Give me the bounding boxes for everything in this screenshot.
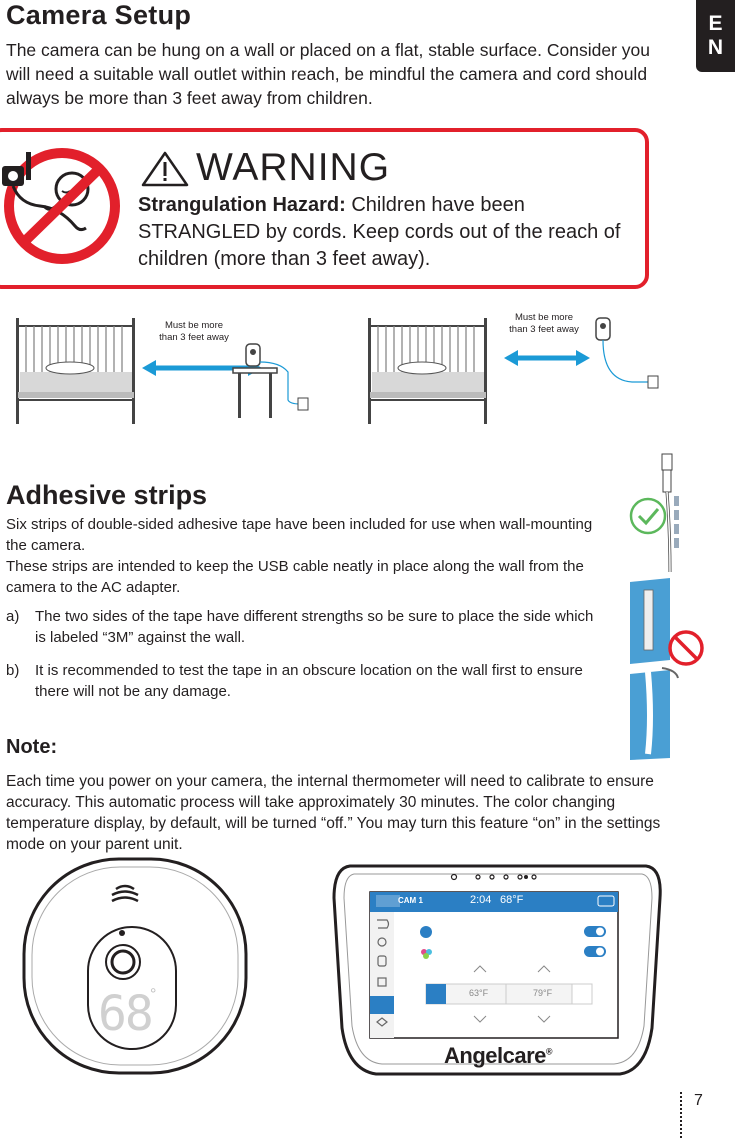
intro-paragraph: The camera can be hung on a wall or placed on a flat, stable surface. Consider you will need a suitable wall outlet within reach, be mindful the camera and cord should always be more than 3 feet away from children. [6, 40, 650, 108]
distance-label-right-line2: than 3 feet away [509, 324, 579, 335]
language-tab [696, 0, 735, 72]
note-text: Each time you power on your camera, the internal thermometer will need to calibrate to ensure accuracy. This automatic process will take approximately 30 minutes. The color changing temperature display, by default, will be turned “off.” You may turn this feature “on” in the settings mode on your parent unit. [6, 773, 661, 853]
hazard-label: Strangulation Hazard: [138, 194, 346, 216]
page-divider [680, 1092, 682, 1138]
distance-label-left-line2: than 3 feet away [159, 332, 229, 343]
list-item [6, 660, 595, 702]
adhesive-body [6, 514, 596, 598]
check-icon [628, 496, 668, 536]
camera-front-illustration [20, 855, 250, 1077]
distance-label-left-line1: Must be more [164, 320, 224, 331]
incorrect-strip-placement-illustration [626, 578, 706, 760]
hazard-text: Children have been STRANGLED by cords. Keep cords out of the reach of children (more than 3 feet away). [138, 194, 621, 270]
distance-label-left [148, 320, 240, 344]
no-cord-near-baby-icon [0, 144, 122, 264]
parent-cam-label: CAM 1 [398, 896, 423, 905]
language-tab-line2: N [707, 36, 724, 59]
brand-name: Angelcare [444, 1043, 546, 1068]
adhesive-title: Adhesive strips [6, 480, 208, 510]
list-text: It is recommended to test the tape in an obscure location on the wall first to ensure there will not be any damage. [35, 662, 583, 700]
list-text: The two sides of the tape have different strengths so be sure to place the side which is labeled “3M” against the wall. [35, 608, 594, 646]
list-marker: a) [6, 608, 20, 625]
distance-label-right [498, 312, 590, 336]
note-title: Note: [6, 736, 58, 758]
warning-heading: WARNING [196, 146, 391, 189]
warning-text [138, 192, 638, 273]
page-title: Camera Setup [6, 0, 192, 30]
adhesive-p2: These strips are intended to keep the USB cable neatly in place along the wall from the camera to the AC adapter. [6, 558, 584, 596]
parent-high-temp: 79°F [533, 988, 553, 998]
camera-temp-display: 68 [98, 986, 152, 1042]
warning-triangle-icon [140, 150, 190, 188]
distance-label-right-line1: Must be more [514, 312, 574, 323]
language-tab-line1: E [708, 12, 723, 35]
parent-time: 2:04 [470, 894, 492, 906]
parent-temp: 68°F [500, 894, 524, 906]
parent-low-temp: 63°F [469, 988, 489, 998]
brand-logo [444, 1043, 552, 1069]
camera-temp-degree: ° [150, 986, 157, 1003]
list-marker: b) [6, 662, 20, 679]
page-number: 7 [694, 1092, 703, 1109]
list-item [6, 606, 595, 648]
adhesive-p1: Six strips of double-sided adhesive tape have been included for use when wall-mounting the camera. [6, 516, 593, 554]
brand-mark: ® [545, 1046, 553, 1057]
